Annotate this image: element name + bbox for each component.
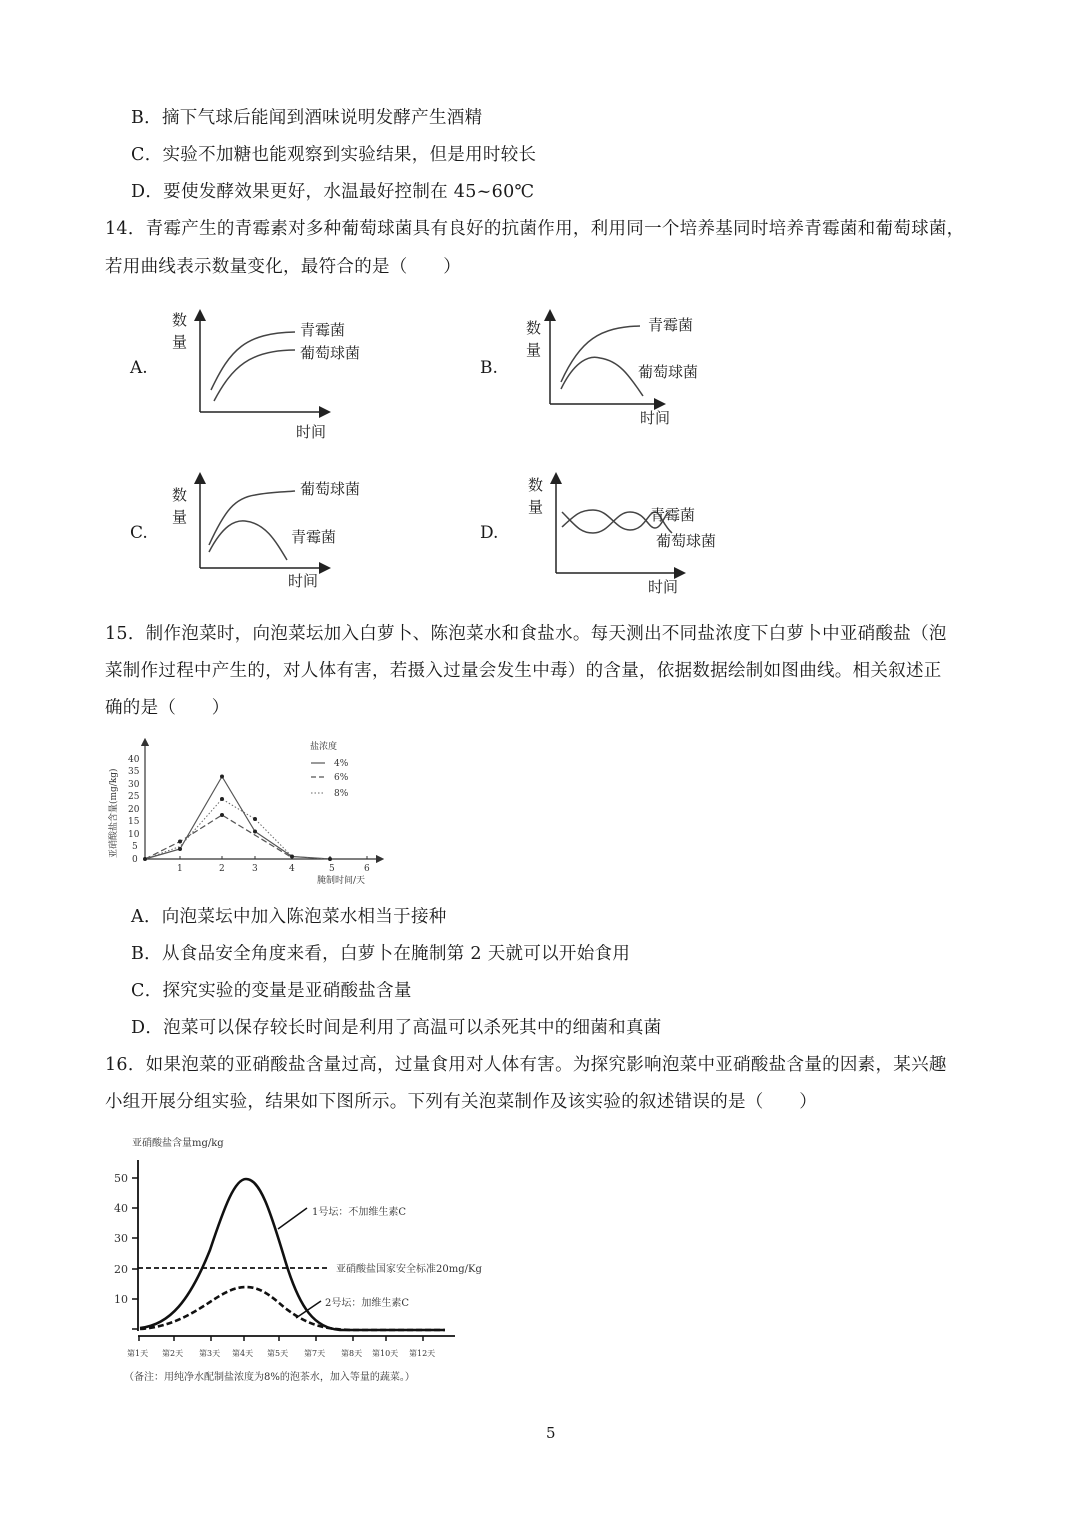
option-text: 摘下气球后能闻到酒味说明发酵产生酒精: [161, 108, 483, 128]
svg-text:第5天: 第5天: [267, 1349, 289, 1358]
option-text: 要使发酵效果更好，水温最好控制在 45~60℃: [163, 182, 535, 202]
svg-text:第1天: 第1天: [127, 1349, 149, 1358]
option-text: 泡菜可以保存较长时间是利用了高温可以杀死其中的细菌和真菌: [163, 1018, 662, 1038]
y-axis-label: 数: [526, 319, 542, 337]
series-8pct: [145, 799, 330, 859]
svg-text:第8天: 第8天: [341, 1349, 363, 1358]
y-axis-label: 量: [172, 508, 188, 526]
svg-text:6: 6: [364, 864, 370, 874]
jar-2-label: 2号坛：加维生素C: [325, 1298, 410, 1309]
svg-text:15: 15: [128, 817, 140, 827]
q14-graph-d-letter: D.: [480, 523, 499, 543]
svg-text:第12天: 第12天: [409, 1349, 436, 1358]
option-letter: C．: [131, 981, 163, 1001]
q15-stem-line-3: 确的是（ ）: [105, 698, 230, 718]
q15-option-d: [131, 1014, 662, 1039]
curve-label-lower: 青霉菌: [291, 528, 337, 546]
q15-option-b: [131, 940, 630, 965]
y-axis-label: 量: [528, 498, 544, 516]
option-letter: B．: [131, 944, 162, 964]
q16-vitamin-c-chart: [110, 1130, 510, 1390]
option-letter: A．: [131, 907, 162, 927]
page-number: 5: [546, 1424, 556, 1442]
q14-graph-a: [160, 305, 390, 445]
y-axis-label: 亚硝酸盐含量(mg/kg): [109, 768, 119, 858]
q15-stem-line-1: 15．制作泡菜时，向泡菜坛加入白萝卜、陈泡菜水和食盐水。每天测出不同盐浓度下白萝卜中亚硝酸盐（泡: [105, 624, 947, 644]
svg-text:30: 30: [114, 1232, 128, 1245]
q16-stem-line-1: 16．如果泡菜的亚硝酸盐含量过高，过量食用对人体有害。为探究影响泡菜中亚硝酸盐含量的因素，某兴趣: [105, 1055, 947, 1075]
svg-text:0: 0: [132, 855, 138, 865]
q14-graph-c-letter: C.: [130, 523, 148, 543]
q15-stem-line-2: 菜制作过程中产生的，对人体有害，若摄入过量会发生中毒）的含量，依据数据绘制如图曲线。相关叙述正: [105, 661, 942, 681]
q15-nitrite-chart: [100, 730, 400, 890]
svg-text:5: 5: [132, 842, 138, 852]
svg-text:5: 5: [329, 864, 335, 874]
option-text: 探究实验的变量是亚硝酸盐含量: [162, 981, 412, 1001]
option-letter: D．: [131, 182, 164, 202]
svg-text:10: 10: [128, 830, 140, 840]
legend-item-4pct: 4%: [334, 759, 349, 769]
svg-text:第2天: 第2天: [162, 1349, 184, 1358]
safety-standard-label: 亚硝酸盐国家安全标准20mg/Kg: [336, 1264, 482, 1275]
chart-legend: [310, 740, 349, 799]
curve-label-upper: 青霉菌: [300, 321, 346, 339]
y-axis-ticks: [114, 1172, 138, 1329]
svg-text:3: 3: [252, 864, 258, 874]
y-axis-ticks: [128, 755, 140, 865]
y-axis-label: 量: [526, 341, 542, 359]
svg-text:10: 10: [114, 1293, 128, 1306]
svg-text:第7天: 第7天: [304, 1349, 326, 1358]
svg-text:30: 30: [128, 780, 140, 790]
q14-graph-b-letter: B.: [480, 358, 498, 378]
q15-option-c: [131, 977, 412, 1002]
q14-stem-line-2: 若用曲线表示数量变化，最符合的是（ ）: [105, 257, 461, 277]
svg-text:第10天: 第10天: [372, 1349, 399, 1358]
svg-text:第4天: 第4天: [232, 1349, 254, 1358]
svg-text:20: 20: [128, 805, 140, 815]
option-text: 从食品安全角度来看，白萝卜在腌制第 2 天就可以开始食用: [161, 944, 631, 964]
q13-option-d: [131, 178, 534, 203]
option-letter: B．: [131, 108, 162, 128]
q14-graph-d: [520, 470, 740, 600]
legend-title: 盐浓度: [310, 742, 338, 752]
x-axis-label: 腌制时间/天: [317, 876, 366, 886]
q14-graph-b: [520, 305, 740, 435]
curve-label-upper: 青霉菌: [648, 316, 694, 334]
option-text: 向泡菜坛中加入陈泡菜水相当于接种: [161, 907, 447, 927]
y-axis-label: 量: [172, 333, 188, 351]
legend-item-8pct: 8%: [334, 789, 349, 799]
y-axis-label: 亚硝酸盐含量mg/kg: [132, 1138, 224, 1149]
curve-label-lower: 葡萄球菌: [638, 363, 699, 381]
option-letter: C．: [131, 145, 163, 165]
q13-option-b: [131, 104, 482, 129]
q13-option-c: [131, 141, 536, 166]
svg-text:4: 4: [289, 864, 295, 874]
y-axis-label: 数: [172, 311, 188, 329]
q16-stem-line-2: 小组开展分组实验，结果如下图所示。下列有关泡菜制作及该实验的叙述错误的是（ ）: [105, 1092, 817, 1112]
q15-option-a: [131, 903, 447, 928]
legend-item-6pct: 6%: [334, 773, 349, 783]
svg-text:2: 2: [219, 864, 225, 874]
chart-note: （备注：用纯净水配制盐浓度为8%的泡茶水，加入等量的蔬菜。）: [124, 1372, 415, 1383]
svg-text:1: 1: [177, 864, 183, 874]
svg-text:50: 50: [114, 1172, 128, 1185]
x-axis-label: 时间: [640, 409, 671, 427]
option-text: 实验不加糖也能观察到实验结果，但是用时较长: [162, 145, 537, 165]
series-4pct: [145, 777, 330, 860]
x-axis-label: 时间: [288, 572, 319, 590]
svg-text:40: 40: [114, 1202, 128, 1215]
q14-stem-line-1: 14．青霉产生的青霉素对多种葡萄球菌具有良好的抗菌作用，利用同一个培养基同时培养青霉菌和葡萄球菌，: [105, 219, 965, 239]
x-axis-label: 时间: [648, 578, 679, 596]
svg-text:第3天: 第3天: [199, 1349, 221, 1358]
curve-label-upper: 青霉菌: [650, 506, 696, 524]
y-axis-label: 数: [172, 486, 188, 504]
option-letter: D．: [131, 1018, 164, 1038]
svg-text:35: 35: [128, 767, 140, 777]
x-axis-ticks: [127, 1336, 435, 1358]
svg-text:40: 40: [128, 755, 140, 765]
y-axis-label: 数: [528, 476, 544, 494]
svg-text:25: 25: [128, 792, 140, 802]
jar-1-label: 1号坛：不加维生素C: [312, 1207, 407, 1218]
curve-label-lower: 葡萄球菌: [300, 344, 361, 362]
data-points: [143, 775, 332, 862]
svg-text:20: 20: [114, 1263, 128, 1276]
curve-label-upper: 葡萄球菌: [300, 480, 361, 498]
q14-graph-a-letter: A.: [130, 358, 148, 378]
q14-graph-c: [160, 470, 390, 595]
curve-label-lower: 葡萄球菌: [656, 532, 717, 550]
x-axis-label: 时间: [296, 423, 327, 441]
